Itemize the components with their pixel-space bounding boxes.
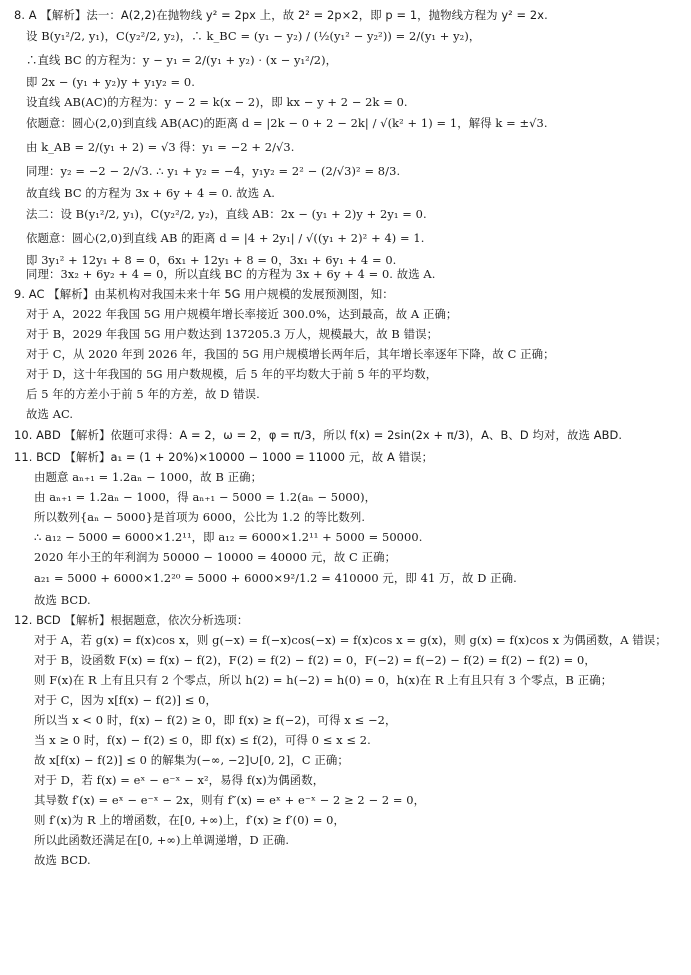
q8-answer-line-1: 故直线 BC 的方程为 3x + 6y + 4 = 0. 故选 A. bbox=[26, 186, 275, 200]
q11-answer-line: 故选 BCD. bbox=[34, 593, 91, 607]
q12-option-d-deriv-line: 其导数 f′(x) = eˣ − e⁻ˣ − 2x，则有 f″(x) = eˣ + e⁻ˣ − 2 ≥ 2 − 2 = 0， bbox=[34, 793, 426, 807]
q12-option-d-mono-line: 所以此函数还满足在[0, +∞)上单调递增，D 正确. bbox=[34, 833, 290, 847]
q8-heading-line: 8. A 【解析】法一：A(2,2)在抛物线 y² = 2px 上，故 2² = 2p×2，即 p = 1，抛物线方程为 y² = 2x. bbox=[14, 8, 548, 22]
q9-option-d-cont-line: 后 5 年的方差小于前 5 年的方差，故 D 错误. bbox=[26, 387, 260, 401]
q11-line-profit: 2020 年小王的年利润为 50000 − 10000 = 40000 元，故 C 正确； bbox=[34, 550, 397, 564]
q12-option-d-line: 对于 D，若 f(x) = eˣ − e⁻ˣ − x²，易得 f(x)为偶函数， bbox=[34, 773, 325, 787]
q8-answer-line-2: 同理：3x₂ + 6y₂ + 4 = 0，所以直线 BC 的方程为 3x + 6y + 4 = 0. 故选 A. bbox=[26, 267, 436, 281]
q8-simplified-line: 即 2x − (y₁ + y₂)y + y₁y₂ = 0. bbox=[26, 75, 195, 89]
q11-heading-line: 11. BCD 【解析】a₁ = (1 + 20%)×10000 − 1000 = 11000 元，故 A 错误； bbox=[14, 450, 434, 464]
q9-answer-line: 故选 AC. bbox=[26, 407, 74, 421]
q8-y2-line: 同理：y₂ = −2 − 2/√3. ∴ y₁ + y₂ = −4，y₁y₂ = 2² − (2/√3)² = 8/3. bbox=[26, 164, 401, 178]
q11-line-b: 由题意 aₙ₊₁ = 1.2aₙ − 1000，故 B 正确； bbox=[34, 470, 263, 484]
q8-y1-line: 由 k_AB = 2/(y₁ + 2) = √3 得：y₁ = −2 + 2/√3. bbox=[26, 140, 295, 154]
q12-option-c-pos-line: 当 x ≥ 0 时，f(x) − f(2) ≤ 0，即 f(x) ≤ f(2)，可得 0 ≤ x ≤ 2. bbox=[34, 733, 371, 747]
q12-option-c-set-line: 故 x[f(x) − f(2)] ≤ 0 的解集为(−∞, −2]∪[0, 2]，C 正确； bbox=[34, 753, 349, 767]
q9-option-b-line: 对于 B，2029 年我国 5G 用户数达到 137205.3 万人，规模最大，故 B 错误； bbox=[26, 327, 439, 341]
q8-method2-distance-line: 依题意：圆心(2,0)到直线 AB 的距离 d = |4 + 2y₁| / √((y₁ + 2)² + 4) = 1. bbox=[26, 231, 425, 245]
q11-line-geometric: 所以数列{aₙ − 5000}是首项为 6000，公比为 1.2 的等比数列. bbox=[34, 510, 366, 524]
q11-line-a21: a₂₁ = 5000 + 6000×1.2²⁰ = 5000 + 6000×9²/1.2 = 410000 元，即 41 万，故 D 正确. bbox=[34, 571, 517, 585]
q9-option-a-line: 对于 A，2022 年我国 5G 用户规模年增长率接近 300.0%，达到最高，故 A 正确； bbox=[26, 307, 458, 321]
q10-line: 10. ABD 【解析】依题可求得：A = 2，ω = 2，φ = π/3，所以 f(x) = 2sin(2x + π/3)，A、B、D 均对，故选 ABD. bbox=[14, 428, 623, 442]
q11-line-recur: 由 aₙ₊₁ = 1.2aₙ − 1000，得 aₙ₊₁ − 5000 = 1.2(aₙ − 5000)， bbox=[34, 490, 377, 504]
q8-bc-equation-line: ∴直线 BC 的方程为：y − y₁ = 2/(y₁ + y₂) · (x − y₁²/2)， bbox=[26, 53, 338, 67]
q11-line-a12: ∴ a₁₂ − 5000 = 6000×1.2¹¹，即 a₁₂ = 6000×1.2¹¹ + 5000 = 50000. bbox=[34, 530, 423, 544]
q8-slope-line: 设 B(y₁²/2, y₁)，C(y₂²/2, y₂)，∴ k_BC = (y₁ − y₂) / (½(y₁² − y₂²)) = 2/(y₁ + y₂)， bbox=[26, 29, 481, 43]
q9-option-d-line: 对于 D，这十年我国的 5G 用户数规模，后 5 年的平均数大于前 5 年的平均数， bbox=[26, 367, 438, 381]
q12-option-b-line: 对于 B，设函数 F(x) = f(x) − f(2)，F(2) = f(2) − f(2) = 0，F(−2) = f(−2) − f(2) = f(2) − f(2) = 0， bbox=[34, 653, 596, 667]
q9-heading-line: 9. AC 【解析】由某机构对我国未来十年 5G 用户规模的发展预测图，知： bbox=[14, 287, 394, 301]
q8-method2-line: 法二：设 B(y₁²/2, y₁)，C(y₂²/2, y₂)，直线 AB：2x − (y₁ + 2)y + 2y₁ = 0. bbox=[26, 207, 427, 221]
q8-method2-eq-line: 即 3y₁² + 12y₁ + 8 = 0，6x₁ + 12y₁ + 8 = 0，3x₁ + 6y₁ + 4 = 0. bbox=[26, 253, 397, 267]
q12-heading-line: 12. BCD 【解析】根据题意，依次分析选项： bbox=[14, 613, 249, 627]
q12-answer-line: 故选 BCD. bbox=[34, 853, 91, 867]
q12-option-c-neg-line: 所以当 x < 0 时，f(x) − f(2) ≥ 0，即 f(x) ≥ f(−2)，可得 x ≤ −2， bbox=[34, 713, 397, 727]
q12-option-d-inc-line: 则 f′(x)为 R 上的增函数，在[0, +∞)上，f′(x) ≥ f′(0) = 0， bbox=[34, 813, 346, 827]
q12-option-b-cont-line: 则 F(x)在 R 上有且只有 2 个零点，所以 h(2) = h(−2) = h(0) = 0，h(x)在 R 上有且只有 3 个零点，B 正确； bbox=[34, 673, 613, 687]
q9-option-c-line: 对于 C，从 2020 年到 2026 年，我国的 5G 用户规模增长两年后，其年增长率逐年下降，故 C 正确； bbox=[26, 347, 555, 361]
q12-option-c-line: 对于 C，因为 x[f(x) − f(2)] ≤ 0， bbox=[34, 693, 218, 707]
q8-distance-line: 依题意：圆心(2,0)到直线 AB(AC)的距离 d = |2k − 0 + 2 − 2k| / √(k² + 1) = 1，解得 k = ±√3. bbox=[26, 116, 548, 130]
q8-ab-line: 设直线 AB(AC)的方程为：y − 2 = k(x − 2)，即 kx − y + 2 − 2k = 0. bbox=[26, 95, 408, 109]
q12-option-a-line: 对于 A，若 g(x) = f(x)cos x，则 g(−x) = f(−x)cos(−x) = f(x)cos x = g(x)，则 g(x) = f(x)cos x 为偶函数，A 错误； bbox=[34, 633, 667, 647]
